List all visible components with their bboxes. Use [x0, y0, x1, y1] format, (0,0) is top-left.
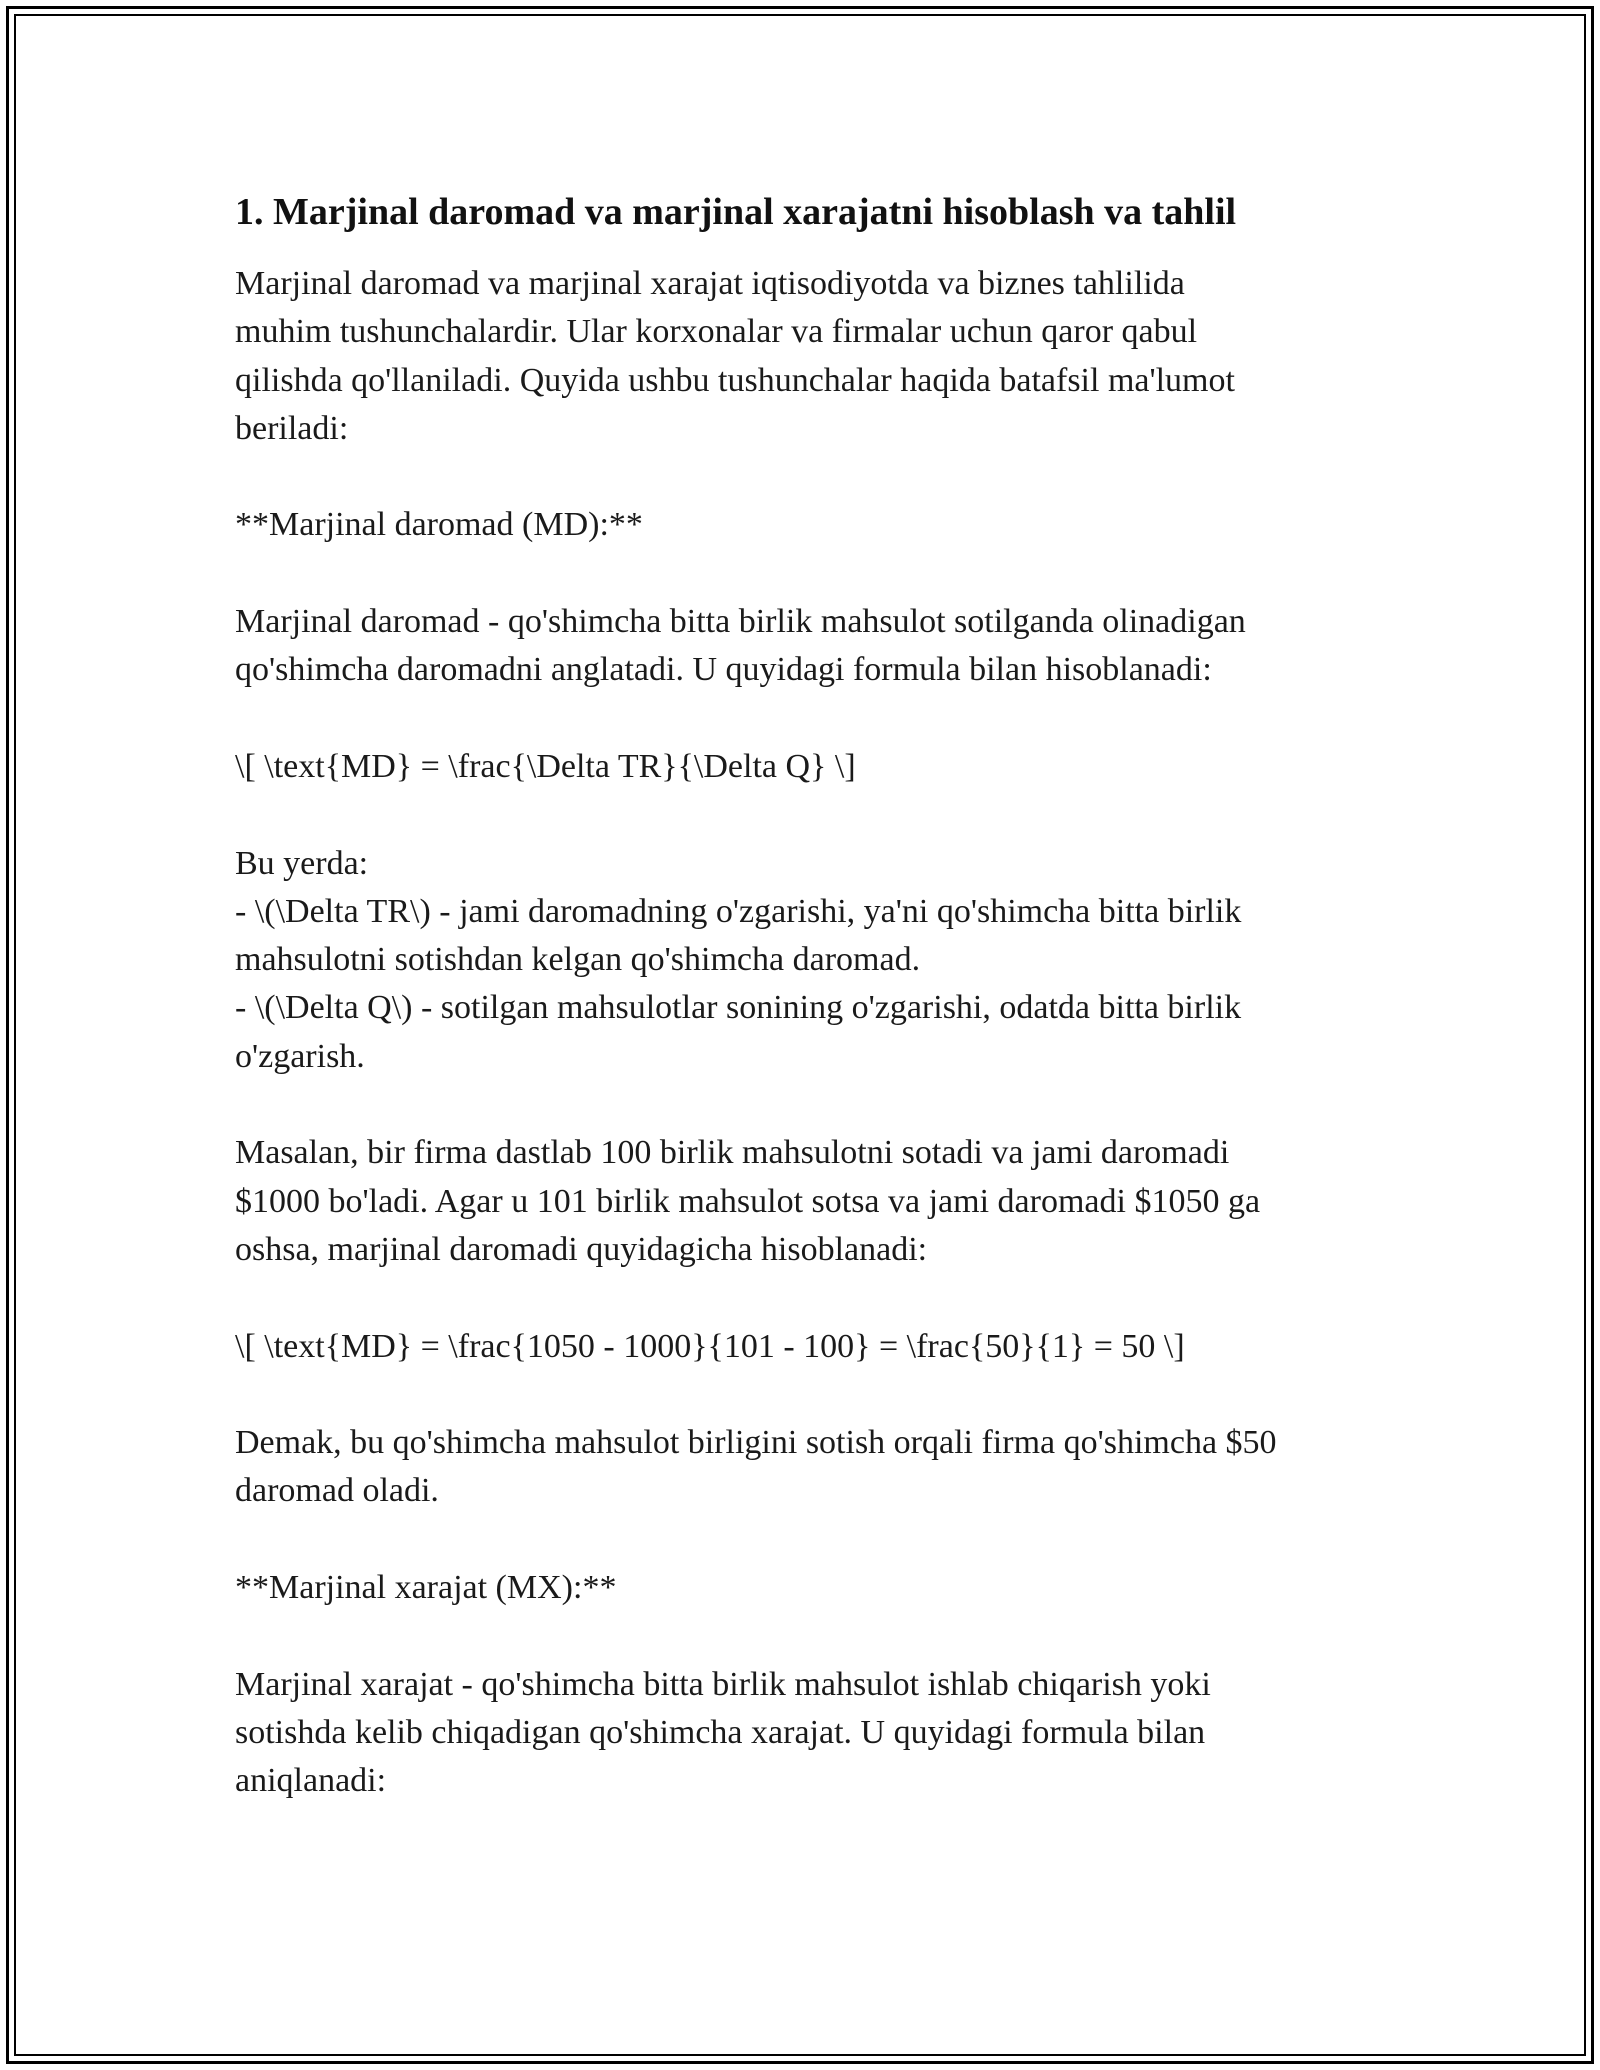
paragraph-gap — [235, 1081, 1365, 1129]
text-line: **Marjinal daromad (MD):** — [235, 506, 643, 544]
text-line: mahsulotni sotishdan kelgan qo'shimcha daromad. — [235, 941, 921, 979]
paragraph-gap — [235, 1274, 1365, 1322]
text-line: Bu yerda: — [235, 844, 369, 882]
text-line: **Marjinal xarajat (MX):** — [235, 1569, 617, 1607]
text-line: sotishda kelib chiqadigan qo'shimcha xarajat. U quyidagi formula bilan — [235, 1713, 1206, 1751]
text-line: qilishda qo'llaniladi. Quyida ushbu tushunchalar haqida batafsil ma'lumot — [235, 361, 1235, 399]
paragraph-intro — [235, 260, 1365, 453]
text-line: qo'shimcha daromadni anglatadi. U quyidagi formula bilan hisoblanadi: — [235, 651, 1212, 689]
text-line: muhim tushunchalardir. Ular korxonalar va firmalar uchun qaror qabul — [235, 313, 1198, 351]
paragraph-conclusion — [235, 1419, 1365, 1516]
paragraph-md-definition — [235, 598, 1365, 695]
text-line: aniqlanadi: — [235, 1762, 387, 1800]
paragraph-gap — [235, 1612, 1365, 1660]
document-title: 1. Marjinal daromad va marjinal xarajatni hisoblash va tahlil — [235, 191, 1237, 233]
heading-marginal-revenue — [235, 501, 1365, 549]
paragraph-gap — [235, 1516, 1365, 1564]
paragraph-example — [235, 1129, 1365, 1274]
text-line: - \(\Delta TR\) - jami daromadning o'zgarishi, ya'ni qo'shimcha bitta birlik — [235, 892, 1242, 930]
paragraph-where — [235, 840, 1365, 1081]
paragraph-gap — [235, 453, 1365, 501]
text-line: Marjinal xarajat - qo'shimcha bitta birlik mahsulot ishlab chiqarish yoki — [235, 1665, 1211, 1703]
paragraph-gap — [235, 1371, 1365, 1419]
text-line: - \(\Delta Q\) - sotilgan mahsulotlar sonining o'zgarishi, odatda bitta birlik — [235, 989, 1242, 1027]
text-line: Masalan, bir firma dastlab 100 birlik mahsulotni sotadi va jami daromadi — [235, 1134, 1230, 1172]
paragraph-gap — [235, 791, 1365, 839]
text-line: Marjinal daromad va marjinal xarajat iqtisodiyotda va biznes tahlilida — [235, 265, 1185, 302]
text-line: daromad oladi. — [235, 1472, 439, 1510]
text-line: Marjinal daromad - qo'shimcha bitta birlik mahsulot sotilganda olinadigan — [235, 603, 1246, 641]
text-line: $1000 bo'ladi. Agar u 101 birlik mahsulot sotsa va jami daromadi $1050 ga — [235, 1182, 1261, 1220]
formula-md — [235, 743, 1365, 791]
formula-md-example — [235, 1323, 1365, 1371]
text-line: o'zgarish. — [235, 1037, 365, 1075]
text-line: oshsa, marjinal daromadi quyidagicha hisoblanadi: — [235, 1230, 928, 1268]
paragraph-gap — [235, 695, 1365, 743]
text-line: \[ \text{MD} = \frac{\Delta TR}{\Delta Q} \] — [235, 747, 856, 785]
paragraph-gap — [235, 550, 1365, 598]
paragraph-mx-definition — [235, 1661, 1365, 1806]
text-line: beriladi: — [235, 409, 349, 447]
text-line: Demak, bu qo'shimcha mahsulot birligini sotish orqali firma qo'shimcha $50 — [235, 1424, 1277, 1462]
text-line: \[ \text{MD} = \frac{1050 - 1000}{101 - 100} = \frac{50}{1} = 50 \] — [235, 1327, 1185, 1365]
heading-marginal-cost — [235, 1564, 1365, 1612]
document-body — [235, 186, 1365, 1806]
